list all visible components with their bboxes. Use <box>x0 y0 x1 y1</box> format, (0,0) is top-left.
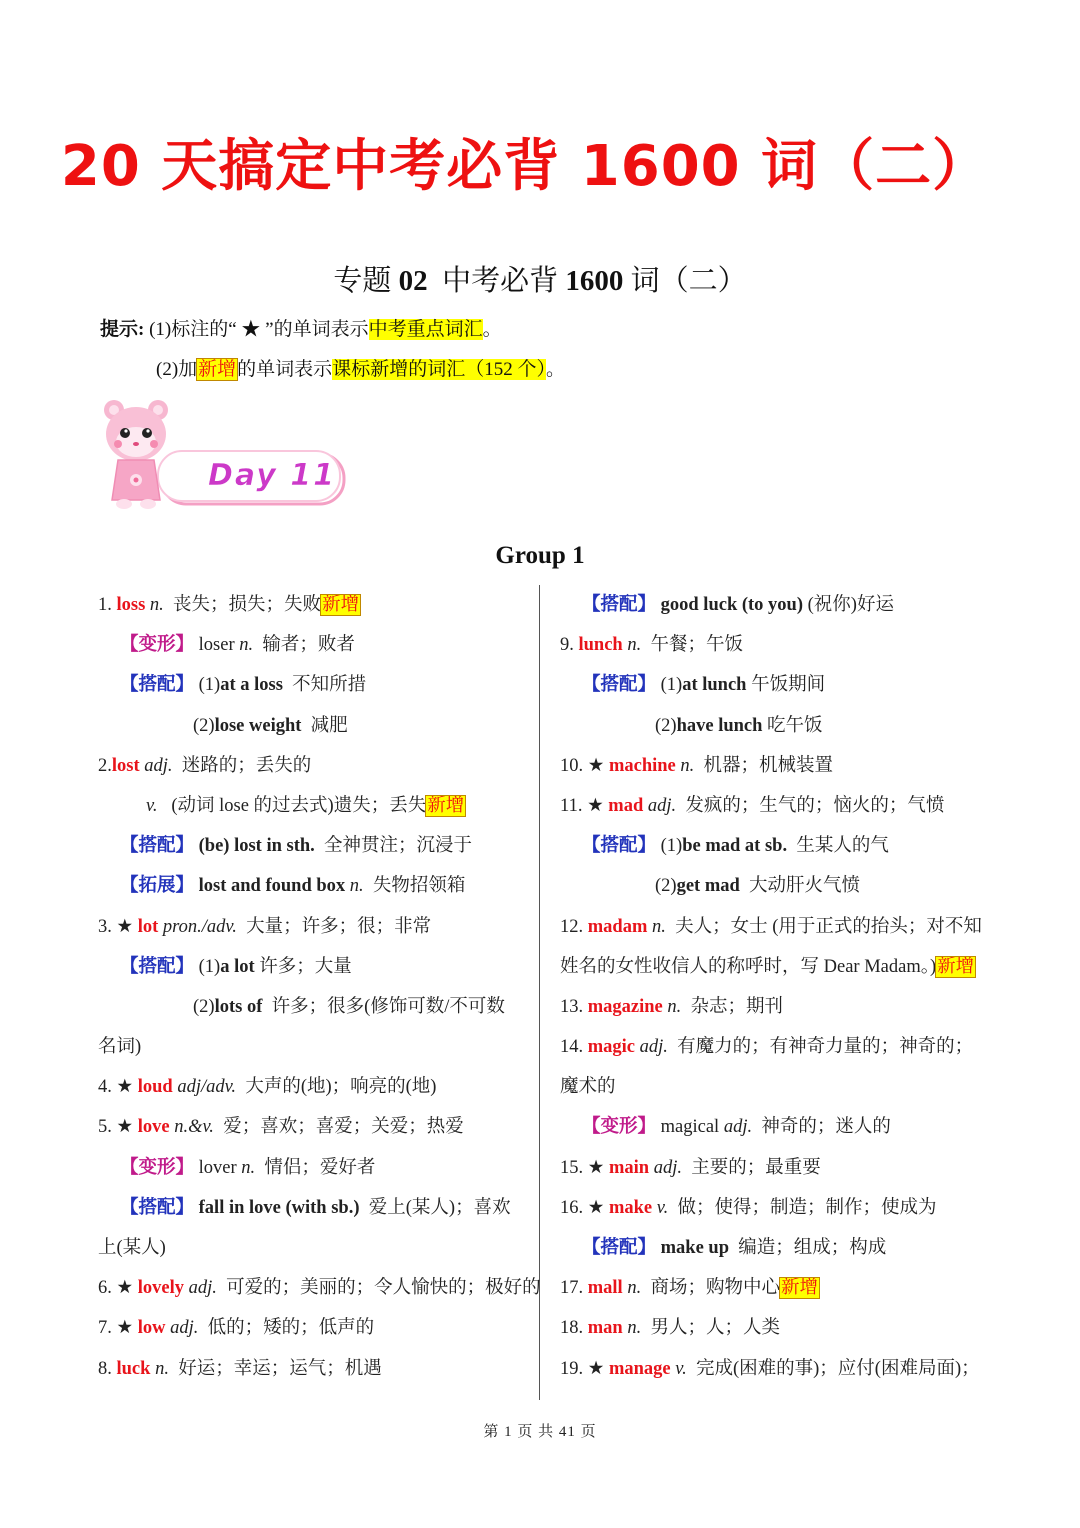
collocation-line: 【搭配】 (1)a lot 许多；大量 <box>120 956 352 977</box>
entry-lovely: 6. ★ lovely adj. 可爱的；美丽的；令人愉快的；极好的 <box>98 1278 541 1299</box>
continuation-line: 姓名的女性收信人的称呼时，写 Dear Madam。)新增 <box>560 956 975 977</box>
entry-love: 5. ★ love n.&v. 爱；喜欢；喜爱；关爱；热爱 <box>98 1117 464 1138</box>
tip-line-2: (2)加新增的单词表示课标新增的词汇（152 个）。 <box>156 359 565 380</box>
collocation-line: 【搭配】 (1)at lunch 午饭期间 <box>582 675 826 696</box>
bear-mascot-icon <box>104 400 168 509</box>
collocation-line: 【搭配】 (1)be mad at sb. 生某人的气 <box>582 836 889 857</box>
variant-line: 【变形】 magical adj. 神奇的；迷人的 <box>582 1117 891 1138</box>
collocation-line: (2)lose weight 减肥 <box>193 715 348 736</box>
collocation-line: 【搭配】 good luck (to you) (祝你)好运 <box>582 595 894 615</box>
collocation-line: 【搭配】 make up 编造；组成；构成 <box>582 1238 887 1258</box>
left-column <box>98 585 541 1389</box>
collocation-line: (2)lots of 许多；很多(修饰可数/不可数 <box>193 996 505 1017</box>
entry-lunch: 9. lunch n. 午餐；午饭 <box>560 635 743 656</box>
sub-title: 专题 02 中考必背 1600 词（二） <box>333 265 747 297</box>
entry-make: 16. ★ make v. 做；使得；制造；制作；使成为 <box>560 1197 937 1218</box>
entry-main: 15. ★ main adj. 主要的；最重要 <box>560 1157 821 1178</box>
entry-low: 7. ★ low adj. 低的；矮的；低声的 <box>98 1318 375 1339</box>
new-tag: 新增 <box>937 956 975 977</box>
entry-luck: 8. luck n. 好运；幸运；运气；机遇 <box>98 1358 382 1379</box>
group-title: Group 1 <box>495 542 585 569</box>
entry-madam: 12. madam n. 夫人；女士 (用于正式的抬头；对不知 <box>560 916 982 937</box>
extension-line: 【拓展】 lost and found box n. 失物招领箱 <box>120 876 466 897</box>
collocation-line: (2)get mad 大动肝火气愤 <box>655 876 861 897</box>
entry-manage: 19. ★ manage v. 完成(困难的事)；应付(困难局面)； <box>560 1358 980 1379</box>
collocation-line: 【搭配】 fall in love (with sb.) 爱上(某人)；喜欢 <box>120 1197 511 1218</box>
variant-line: 【变形】 lover n. 情侣；爱好者 <box>120 1157 376 1178</box>
new-tag: 新增 <box>427 795 465 816</box>
day-label: Day 11 <box>208 458 336 493</box>
entry-machine: 10. ★ machine n. 机器；机械装置 <box>560 755 834 776</box>
continuation-line: 魔术的 <box>560 1077 616 1098</box>
collocation-line: 【搭配】 (be) lost in sth. 全神贯注；沉浸于 <box>120 836 473 857</box>
entry-lot: 3. ★ lot pron./adv. 大量；许多；很；非常 <box>98 916 432 937</box>
new-tag: 新增 <box>322 595 360 615</box>
entry-mad: 11. ★ mad adj. 发疯的；生气的；恼火的；气愤 <box>560 795 945 816</box>
tip-line-1: 提示: (1)标注的“ ★ ”的单词表示中考重点词汇。 <box>100 319 502 340</box>
entry-magazine: 13. magazine n. 杂志；期刊 <box>560 996 784 1017</box>
entry-lost: 2.lost adj. 迷路的；丢失的 <box>98 755 312 776</box>
page-footer: 第 1 页 共 41 页 <box>483 1424 597 1440</box>
entry-mall: 17. mall n. 商场；购物中心新增 <box>560 1278 818 1299</box>
continuation-line: 名词) <box>98 1037 142 1058</box>
right-column <box>560 585 985 1389</box>
variant-line: 【变形】 loser n. 输者；败者 <box>120 635 355 656</box>
entry-man: 18. man n. 男人；人；人类 <box>560 1318 780 1339</box>
new-tag: 新增 <box>198 359 237 380</box>
main-title: 20 天搞定中考必背 1600 词（二） <box>60 134 990 199</box>
verb-sense-line: v. (动词 lose 的过去式)遗失；丢失新增 <box>146 795 465 816</box>
day-badge <box>100 396 350 514</box>
entry-loud: 4. ★ loud adj/adv. 大声的(地)；响亮的(地) <box>98 1077 437 1098</box>
collocation-line: 【搭配】 (1)at a loss 不知所措 <box>120 675 367 696</box>
entry-loss: 1. loss n. 丧失；损失；失败新增 <box>98 595 360 615</box>
collocation-line: (2)have lunch 吃午饭 <box>655 715 823 736</box>
entry-magic: 14. magic adj. 有魔力的；有神奇力量的；神奇的； <box>560 1037 974 1058</box>
new-tag: 新增 <box>780 1278 818 1299</box>
continuation-line: 上(某人) <box>98 1238 166 1258</box>
